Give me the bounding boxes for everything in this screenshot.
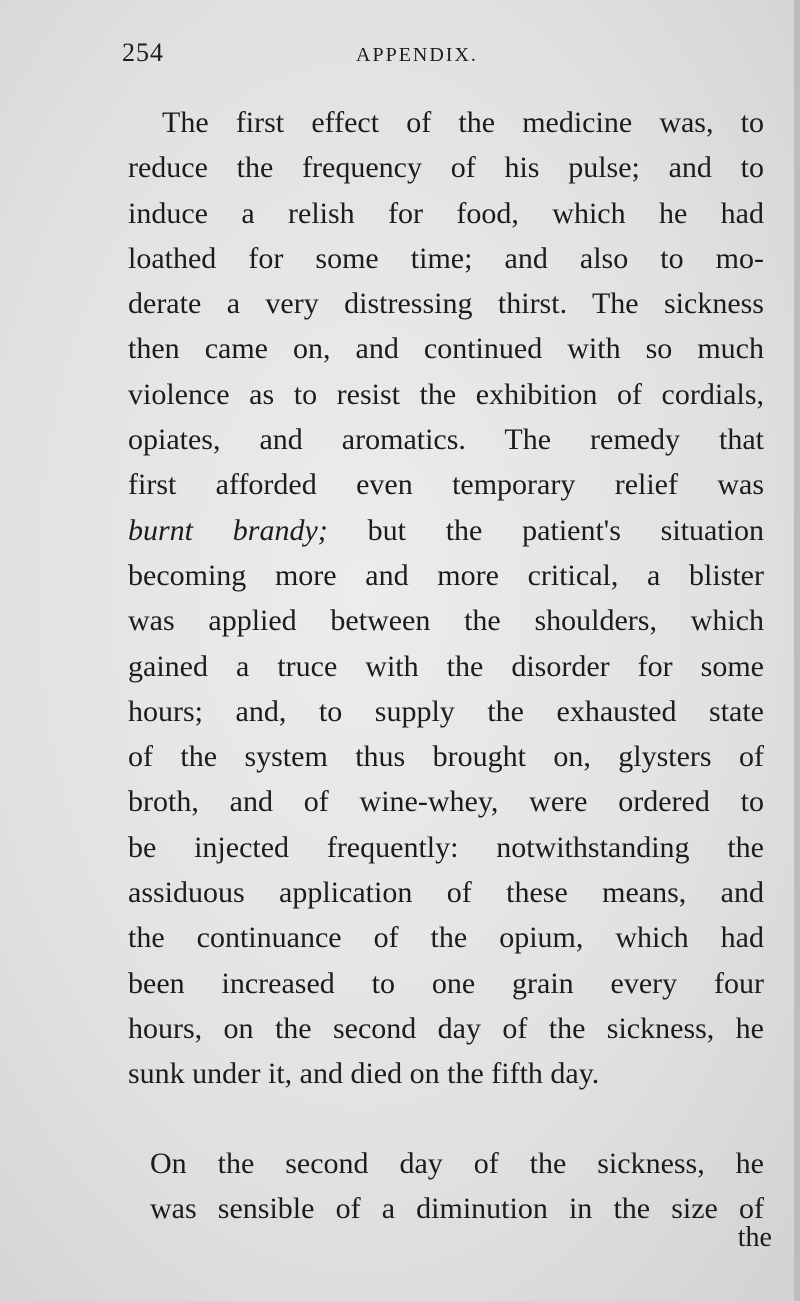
catchword: the [737,1222,772,1253]
text-line: been increased to one grain every four [128,966,764,1000]
body-text [128,100,764,1231]
text-line: The first effect of the medicine was, to [162,106,764,139]
text-line [128,508,764,553]
text-line: was sensible of a diminution in the size of [150,1191,764,1225]
text-line: hours; and, to supply the exhausted state [128,694,764,728]
paragraph [128,1141,764,1232]
page-number: 254 [122,38,164,67]
text-line: derate a very distressing thirst. The sickness [128,287,764,321]
text-line: broth, and of wine-whey, were ordered to [128,785,764,819]
text-line: reduce the frequency of his pulse; and to [128,151,764,185]
text-line: then came on, and continued with so much [128,332,764,366]
paragraph [128,100,764,1097]
text-line: On the second day of the sickness, he [150,1146,764,1180]
text-line: hours, on the second day of the sickness, he [128,1011,764,1045]
paragraph-gap [128,1097,764,1141]
text-line: sunk under it, and died on the fifth day. [128,1057,600,1091]
running-title: APPENDIX. [356,44,478,66]
text-line: be injected frequently: notwithstanding the [128,830,764,864]
text-line: of the system thus brought on, glysters of [128,740,764,774]
text-line: becoming more and more critical, a blister [128,558,764,592]
text-line: assiduous application of these means, and [128,876,764,910]
text-fragment: but the patient's situation [367,513,765,547]
text-line: first afforded even temporary relief was [128,468,764,502]
text-line: gained a truce with the disorder for some [128,649,764,683]
text-line: the continuance of the opium, which had [128,921,764,955]
page-edge [794,0,800,1301]
text-line: violence as to resist the exhibition of cordials, [128,377,764,411]
text-line: opiates, and aromatics. The remedy that [128,423,764,457]
page-header [122,38,522,78]
italic-phrase: burnt brandy; [128,513,328,547]
text-line: induce a relish for food, which he had [128,196,764,230]
text-line: loathed for some time; and also to mo- [128,241,764,275]
text-line: was applied between the shoulders, which [128,604,764,638]
